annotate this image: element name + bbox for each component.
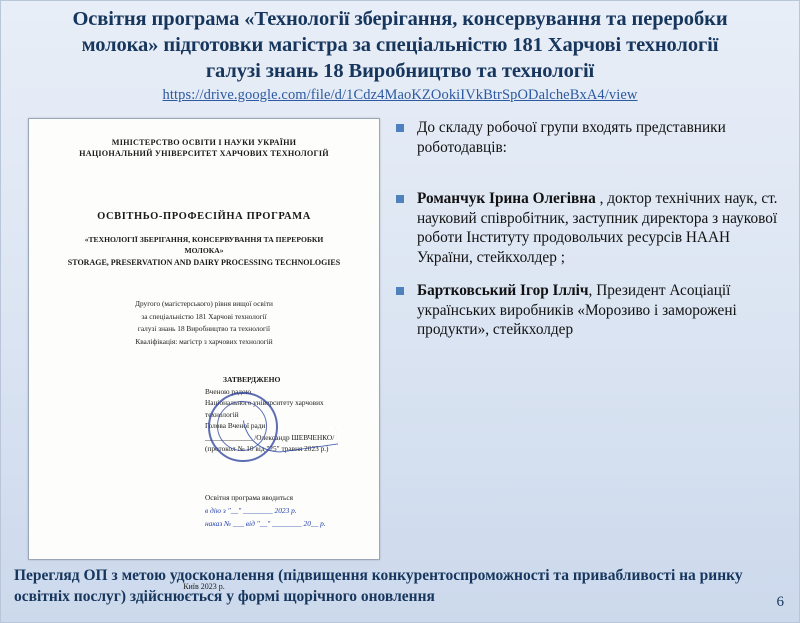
- approval-line-1: Вченою радою: [205, 386, 252, 396]
- title-line-3: галузі знань 18 Виробництво та технології: [205, 60, 595, 82]
- approval-line-3: технологій: [205, 409, 239, 419]
- document-page: [29, 119, 379, 591]
- spacer: [396, 171, 778, 189]
- approval-line-2: Національного університету харчових: [205, 398, 324, 407]
- approval-title: ЗАТВЕРДЖЕНО: [223, 375, 281, 384]
- bullet-text-3: [417, 281, 778, 340]
- bullet-text-2: [417, 189, 778, 267]
- page-title: [8, 6, 792, 104]
- approval-line-5: _____________ /Олександр ШЕВЧЕНКО/: [205, 432, 335, 442]
- meta-line-2: за спеціальністю 181 Харчові технології: [141, 311, 267, 321]
- drive-link[interactable]: https://drive.google.com/file/d/1Cdz4MaoKZOokiIVkBtrSpODalcheBxA4/view: [162, 87, 638, 103]
- bullet-square-icon: [396, 287, 404, 295]
- meta-line-1: Другого (магістерського) рівня вищої освіти: [135, 299, 273, 308]
- bullet-lead-3: Бартковський Ігор Ілліч: [417, 282, 589, 299]
- enactment-line-3: наказ № ___ від "__" ________ 20__ р.: [205, 518, 326, 528]
- approval-block: [205, 374, 353, 455]
- bullet-square-icon: [396, 124, 404, 132]
- bullet-body-2: , доктор технічних наук, ст. науковий співробітник, заступник директора з наукової роботи Інституту продовольчих ресурсів НААН України, стейкхолдер ;: [417, 190, 778, 266]
- bullet-lead-2: Романчук Ірина Олегівна: [417, 190, 596, 207]
- meta-line-3: галузі знань 18 Виробництво та технології: [137, 324, 271, 333]
- list-item: [396, 118, 778, 157]
- slide-footer: Перегляд ОП з метою удосконалення (підвищення конкурентоспроможності та привабливості на ринку освітніх послуг) здійснюється у формі щорічного оновлення: [14, 567, 743, 605]
- approval-line-6: (протокол № 10 від "25" травня 2023 р.): [205, 444, 329, 453]
- enactment-line-1: Освітня програма вводиться: [205, 492, 293, 502]
- document-title: ОСВІТНЬО-ПРОФЕСІЙНА ПРОГРАМА: [97, 211, 311, 222]
- bullet-list: [396, 118, 778, 354]
- list-item: [396, 281, 778, 340]
- enactment-block: [205, 491, 353, 530]
- document-meta: [55, 298, 353, 348]
- page-number: 6: [776, 594, 784, 610]
- program-name-ua: «ТЕХНОЛОГІЇ ЗБЕРІГАННЯ, КОНСЕРВУВАННЯ ТА ПЕРЕРОБКИ МОЛОКА»: [84, 235, 324, 255]
- enactment-line-2: в дію з "__" ________ 2023 р.: [205, 505, 297, 515]
- ministry-line-1: МІНІСТЕРСТВО ОСВІТИ І НАУКИ УКРАЇНИ: [111, 138, 297, 147]
- bullet-body-3: , Президент Асоціації українських виробників «Морозиво і заморожені продукти», стейкхолдер: [417, 282, 737, 338]
- approval-line-4: Голова Вченої ради: [205, 421, 266, 430]
- title-line-2: молока» підготовки магістра за спеціальністю 181 Харчові технології: [81, 34, 719, 56]
- meta-line-4: Кваліфікація: магістр з харчових технологій: [135, 336, 273, 346]
- city-year: Київ 2023 р.: [183, 581, 225, 591]
- program-name-en: STORAGE, PRESERVATION AND DAIRY PROCESSING TECHNOLOGIES: [67, 258, 341, 267]
- bullet-text-1: До складу робочої групи входять представники роботодавців:: [417, 119, 726, 156]
- bullet-square-icon: [396, 195, 404, 203]
- ministry-line-2: НАЦІОНАЛЬНИЙ УНІВЕРСИТЕТ ХАРЧОВИХ ТЕХНОЛОГІЙ: [79, 149, 329, 158]
- title-line-1: Освітня програма «Технології зберігання, консервування та переробки: [72, 8, 728, 30]
- list-item: [396, 189, 778, 267]
- document-scan-image: [28, 118, 380, 591]
